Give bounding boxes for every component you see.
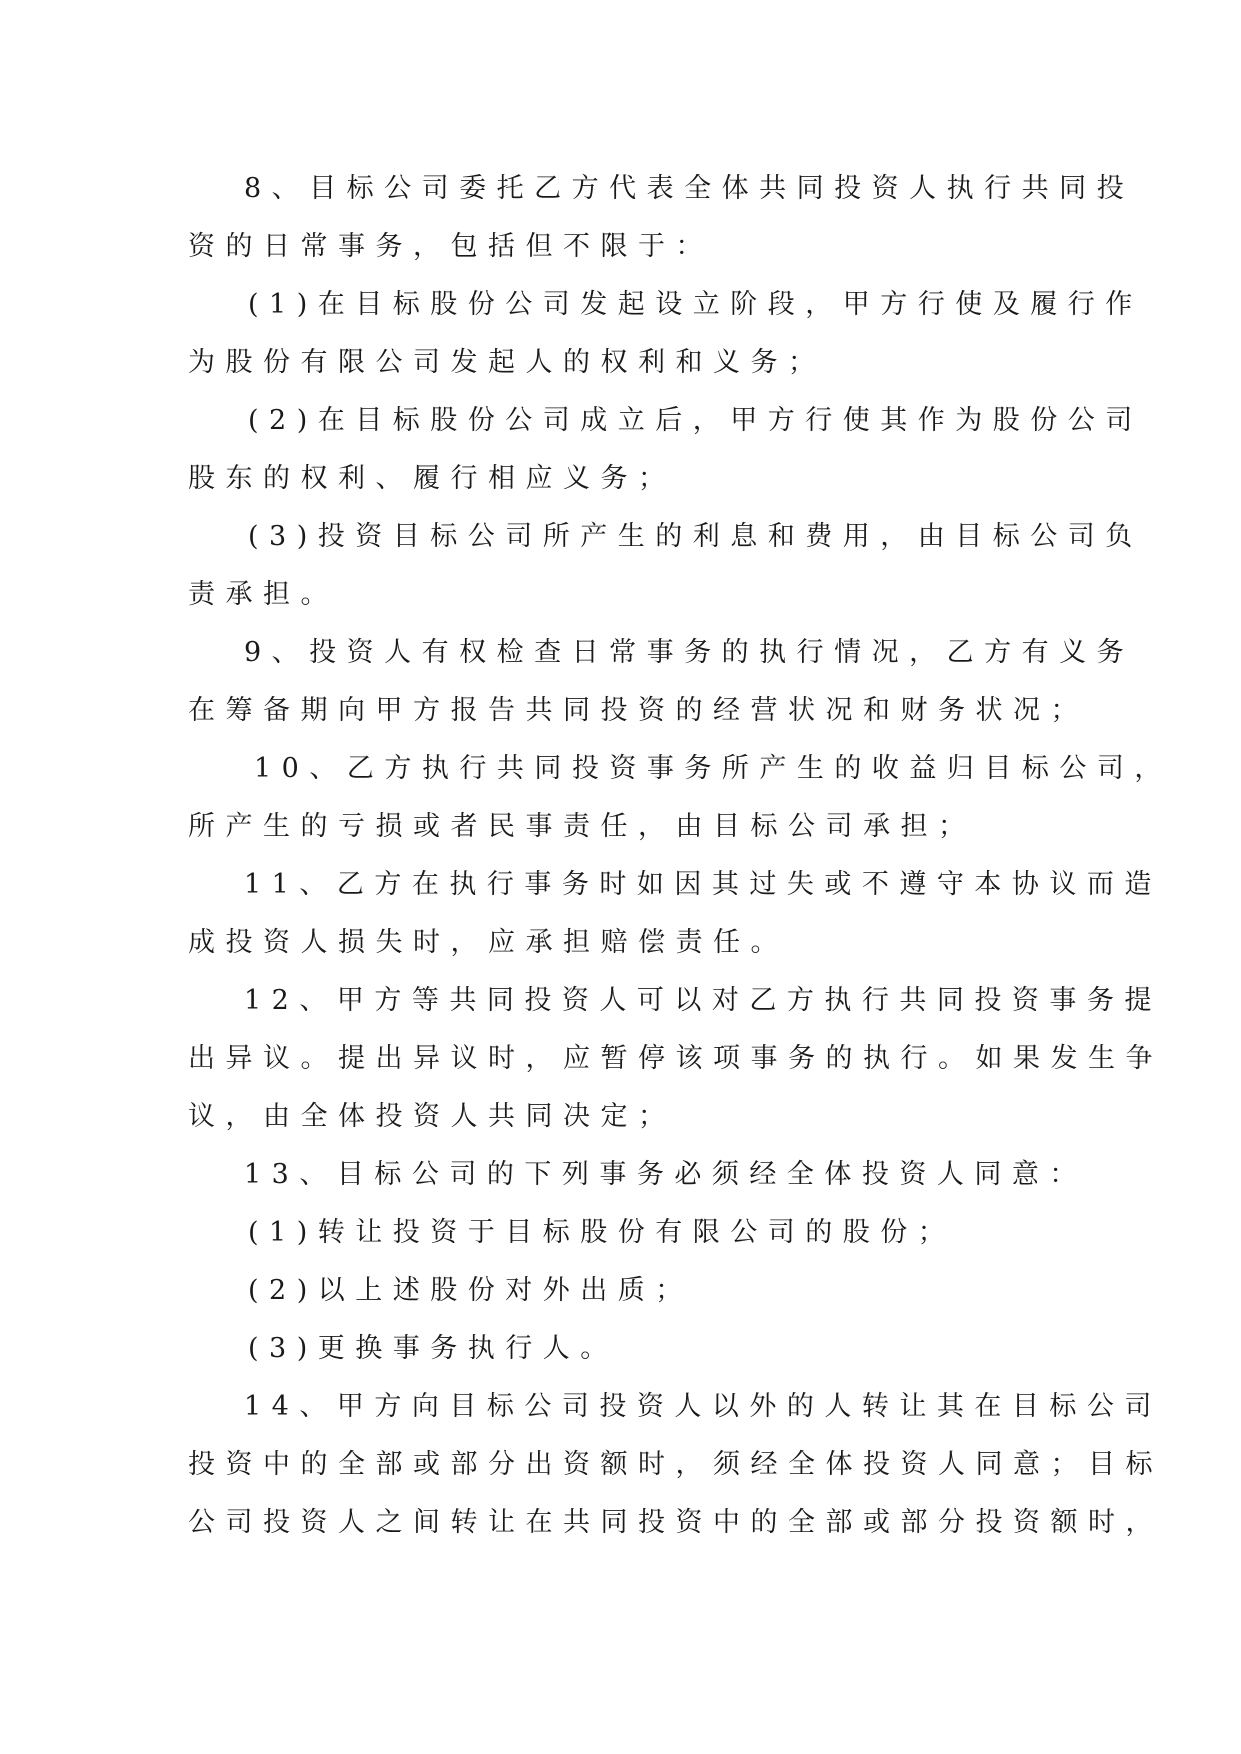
- clause-11-line-1: 11、乙方在执行事务时如因其过失或不遵守本协议而造: [244, 869, 1162, 900]
- clause-8-line-1: 8、目标公司委托乙方代表全体共同投资人执行共同投: [244, 173, 1135, 204]
- clause-12-line-3: 议，由全体投资人共同决定；: [188, 1101, 676, 1132]
- clause-14-line-3: 公司投资人之间转让在共同投资中的全部或部分投资额时，: [188, 1507, 1163, 1538]
- clause-8-item-2-line-1: (2)在目标股份公司成立后，甲方行使其作为股份公司: [248, 405, 1143, 436]
- clause-9-line-2: 在筹备期向甲方报告共同投资的经营状况和财务状况；: [188, 695, 1088, 726]
- clause-13-item-2: (2)以上述股份对外出质；: [248, 1275, 693, 1306]
- clause-14-line-1: 14、甲方向目标公司投资人以外的人转让其在目标公司: [244, 1391, 1162, 1422]
- clause-12-line-1: 12、甲方等共同投资人可以对乙方执行共同投资事务提: [244, 985, 1162, 1016]
- clause-8-item-3-line-1: (3)投资目标公司所产生的利息和费用，由目标公司负: [248, 521, 1143, 552]
- clause-10-line-1: 10、乙方执行共同投资事务所产生的收益归目标公司，: [254, 753, 1172, 784]
- clause-8-item-2-line-2: 股东的权利、履行相应义务；: [188, 463, 676, 494]
- document-body: [188, 160, 1172, 1552]
- clause-13-line-1: 13、目标公司的下列事务必须经全体投资人同意：: [244, 1159, 1087, 1190]
- clause-14-line-2: 投资中的全部或部分出资额时，须经全体投资人同意；目标: [188, 1449, 1163, 1480]
- clause-13-item-1: (1)转让投资于目标股份有限公司的股份；: [248, 1217, 956, 1248]
- clause-8-item-1-line-2: 为股份有限公司发起人的权利和义务；: [188, 347, 826, 378]
- clause-8-item-1-line-1: (1)在目标股份公司发起设立阶段，甲方行使及履行作: [248, 289, 1143, 320]
- clause-12-line-2: 出异议。提出异议时，应暂停该项事务的执行。如果发生争: [188, 1043, 1163, 1074]
- clause-13-item-3: (3)更换事务执行人。: [248, 1333, 618, 1364]
- clause-10-line-2: 所产生的亏损或者民事责任，由目标公司承担；: [188, 811, 976, 842]
- clause-9-line-1: 9、投资人有权检查日常事务的执行情况，乙方有义务: [244, 637, 1135, 668]
- clause-8-item-3-line-2: 责承担。: [188, 579, 338, 610]
- clause-11-line-2: 成投资人损失时，应承担赔偿责任。: [188, 927, 788, 958]
- clause-8-line-2: 资的日常事务，包括但不限于：: [188, 231, 713, 262]
